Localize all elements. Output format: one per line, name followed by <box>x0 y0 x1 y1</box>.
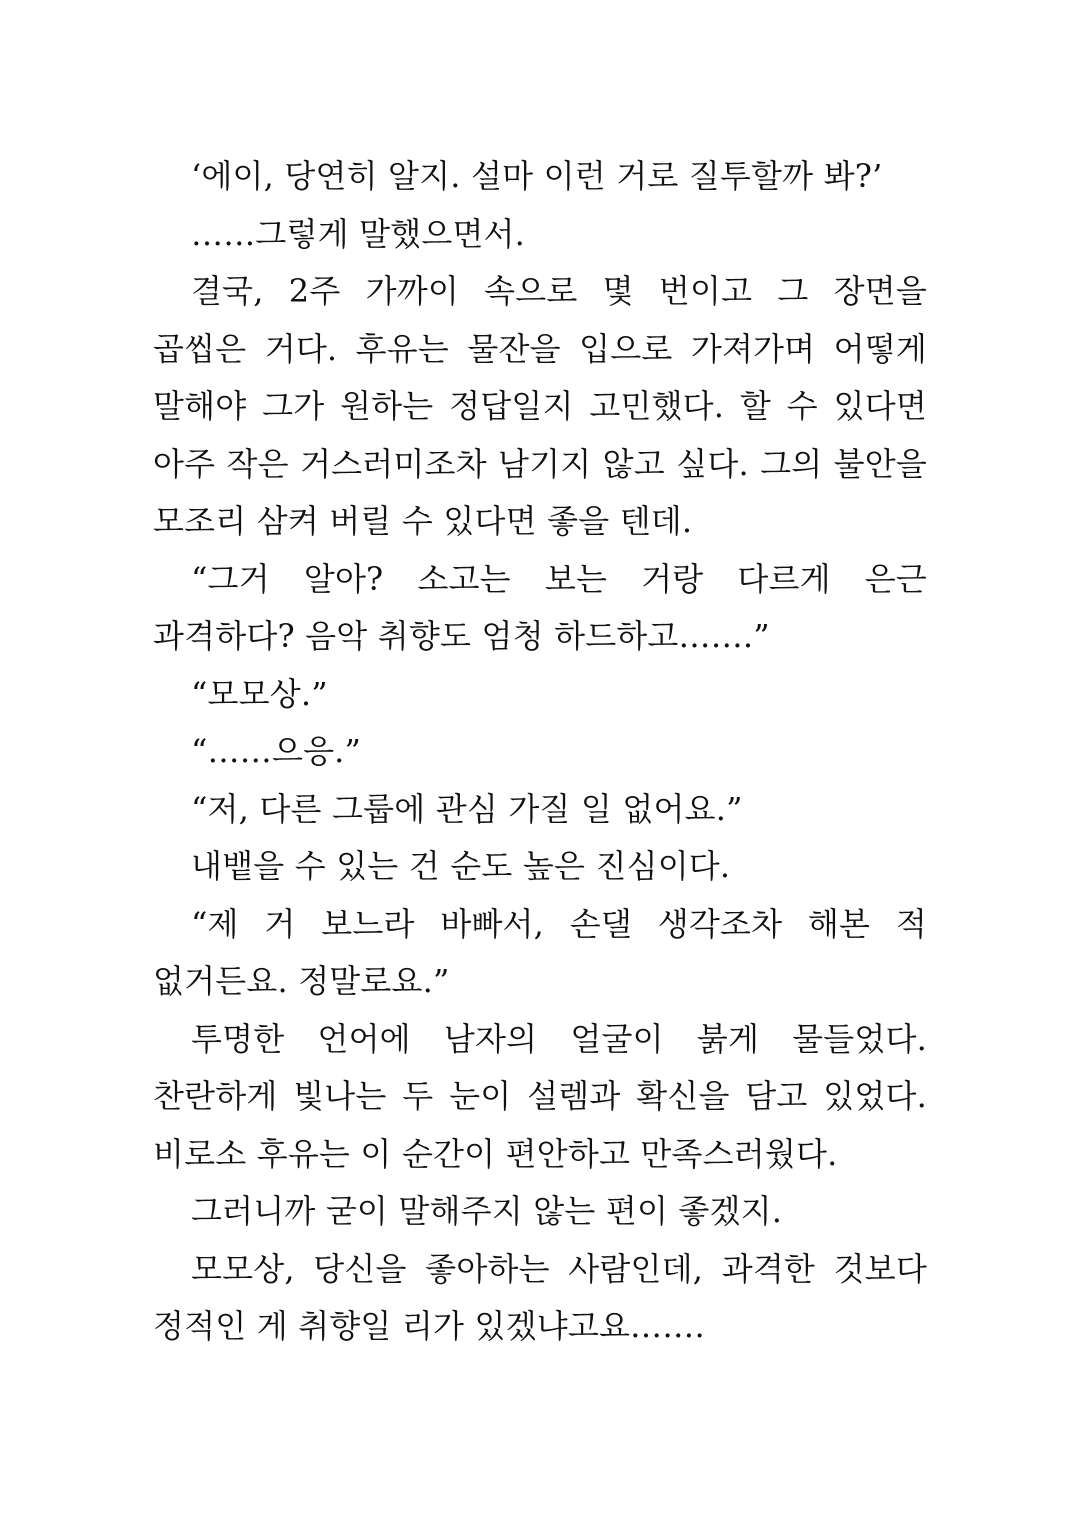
paragraph-11: 그러니까 굳이 말해주지 않는 편이 좋겠지. <box>191 1192 783 1230</box>
paragraph-1: ‘에이, 당연히 알지. 설마 이런 거로 질투할까 봐?’ <box>191 157 883 195</box>
paragraph-8: 내뱉을 수 있는 건 순도 높은 진심이다. <box>191 847 731 885</box>
paragraph-2: ……그렇게 말했으면서. <box>191 214 526 253</box>
paragraph-3: 결국, 2주 가까이 속으로 몇 번이고 그 장면을 곱씹은 거다. 후유는 물잔을 입으로 가져가며 어떻게 말해야 그가 원하는 정답일지 고민했다. 할 수 있다면 아주 작은 거스러미조차 남기지 않고 싶다. 그의 불안을 모조리 삼켜 버릴 수 있다면 좋을 텐데. <box>153 272 927 540</box>
paragraph-7: “저, 다른 그룹에 관심 가질 일 없어요.” <box>191 789 743 828</box>
paragraph-6: “……으응.” <box>191 732 362 770</box>
paragraph-5: “모모상.” <box>191 674 328 713</box>
paragraph-12: 모모상, 당신을 좋아하는 사람인데, 과격한 것보다 정적인 게 취향일 리가 있겠냐고요……. <box>153 1249 927 1345</box>
paragraph-9: “제 거 보느라 바빠서, 손댈 생각조차 해본 적 없거든요. 정말로요.” <box>153 904 927 1000</box>
page-body <box>153 148 927 1356</box>
paragraph-4: “그거 알아? 소고는 보는 거랑 다르게 은근 과격하다? 음악 취향도 엄청 하드하고…….” <box>153 559 927 655</box>
paragraph-10: 투명한 언어에 남자의 얼굴이 붉게 물들었다. 찬란하게 빛나는 두 눈이 설렘과 확신을 담고 있었다. 비로소 후유는 이 순간이 편안하고 만족스러웠다. <box>153 1019 927 1173</box>
